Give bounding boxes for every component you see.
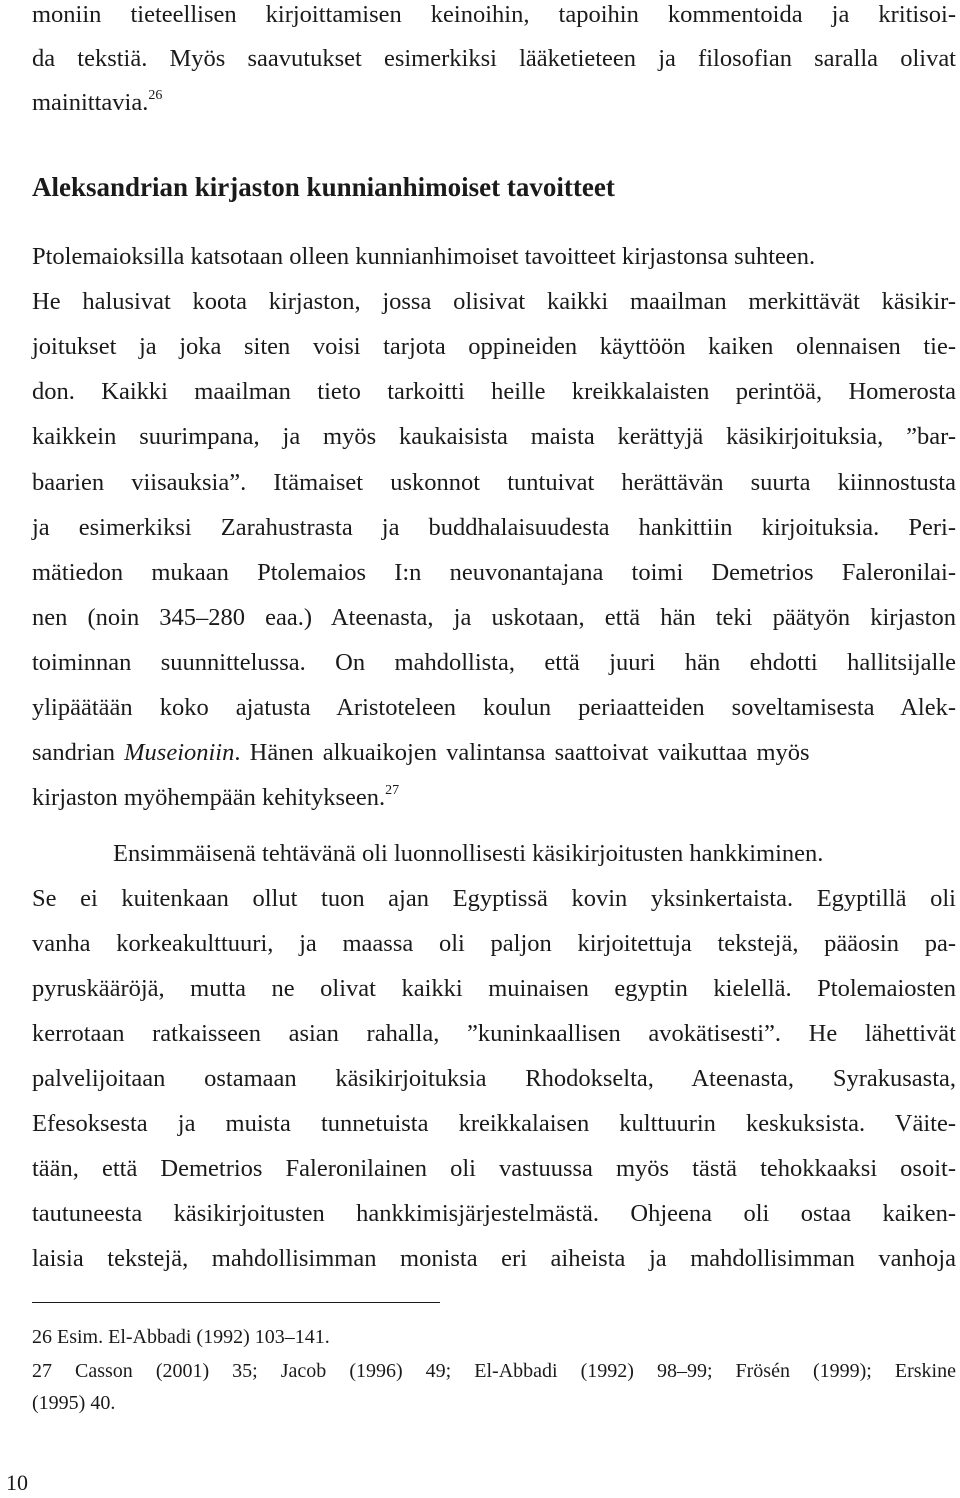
text: . Hänen alkuaikojen valintansa saattoivat vaikuttaa myös [234, 739, 810, 766]
text: sandrian [32, 739, 125, 766]
footnote: (1995) 40. [32, 1392, 116, 1414]
body-line: don. Kaikki maailman tieto tarkoitti heille kreikkalaisten perintöä, Homerosta [32, 378, 956, 405]
body-line [32, 88, 956, 118]
body-line: mätiedon mukaan Ptolemaios I:n neuvonantajana toimi Demetrios Faleronilai- [32, 559, 956, 586]
body-line: ylipäätään koko ajatusta Aristoteleen koulun periaatteiden soveltamisesta Alek- [32, 694, 956, 721]
section-heading: Aleksandrian kirjaston kunnianhimoiset tavoitteet [32, 172, 615, 202]
body-line: palvelijoitaan ostamaan käsikirjoituksia Rhodokselta, Ateenasta, Syrakusasta, [32, 1065, 956, 1092]
body-line [32, 738, 956, 768]
body-line: vanha korkeakulttuuri, ja maassa oli paljon kirjoitettuja tekstejä, pääosin pa- [32, 930, 956, 957]
body-line: kerrotaan ratkaisseen asian rahalla, ”kuninkaallisen avokätisesti”. He lähettivät [32, 1020, 956, 1047]
body-line: toiminnan suunnittelussa. On mahdollista, että juuri hän ehdotti hallitsijalle [32, 649, 956, 676]
body-line: Ensimmäisenä tehtävänä oli luonnollisesti käsikirjoitusten hankkiminen. [113, 840, 824, 867]
body-line: laisia tekstejä, mahdollisimman monista eri aiheista ja mahdollisimman vanhoja [32, 1245, 956, 1272]
body-line: da tekstiä. Myös saavutukset esimerkiksi lääketieteen ja filosofian saralla olivat [32, 45, 956, 72]
footnote-ref: 27 [385, 783, 400, 798]
footnote: 26 Esim. El-Abbadi (1992) 103–141. [32, 1326, 330, 1348]
body-line: kaikkein suurimpana, ja myös kaukaisista maista kerättyjä käsikirjoituksia, ”bar- [32, 423, 956, 450]
body-line: tautuneesta käsikirjoitusten hankkimisjärjestelmästä. Ohjeena oli ostaa kaiken- [32, 1200, 956, 1227]
body-line: tään, että Demetrios Faleronilainen oli vastuussa myös tästä tehokkaaksi osoit- [32, 1155, 956, 1182]
body-line: Efesoksesta ja muista tunnetuista kreikkalaisen kulttuurin keskuksista. Väite- [32, 1110, 956, 1137]
page-number: 10 [6, 1470, 28, 1495]
body-line [32, 783, 956, 813]
body-line: moniin tieteellisen kirjoittamisen keinoihin, tapoihin kommentoida ja kritisoi- [32, 1, 956, 28]
body-line: Se ei kuitenkaan ollut tuon ajan Egyptissä kovin yksinkertaista. Egyptillä oli [32, 885, 956, 912]
body-line: He halusivat koota kirjaston, jossa olisivat kaikki maailman merkittävät käsikir- [32, 288, 956, 315]
body-line: nen (noin 345–280 eaa.) Ateenasta, ja uskotaan, että hän teki päätyön kirjaston [32, 604, 956, 631]
body-line: joitukset ja joka siten voisi tarjota oppineiden käyttöön kaiken olennaisen tie- [32, 333, 956, 360]
text: kirjaston myöhempään kehitykseen. [32, 784, 386, 811]
body-line: baarien viisauksia”. Itämaiset uskonnot tuntuivat herättävän suurta kiinnostusta [32, 469, 956, 496]
footnote-separator [32, 1302, 440, 1303]
text: mainittavia. [32, 89, 149, 116]
body-line: ja esimerkiksi Zarahustrasta ja buddhalaisuudesta hankittiin kirjoituksia. Peri- [32, 514, 956, 541]
body-line: pyruskääröjä, mutta ne olivat kaikki muinaisen egyptin kielellä. Ptolemaiosten [32, 975, 956, 1002]
footnote-ref: 26 [148, 88, 163, 103]
emphasis: Museioniin [124, 739, 235, 766]
body-line: Ptolemaioksilla katsotaan olleen kunnianhimoiset tavoitteet kirjastonsa suhteen. [32, 243, 816, 270]
footnote: 27 Casson (2001) 35; Jacob (1996) 49; El-Abbadi (1992) 98–99; Frösén (1999); Erskine [32, 1360, 956, 1382]
